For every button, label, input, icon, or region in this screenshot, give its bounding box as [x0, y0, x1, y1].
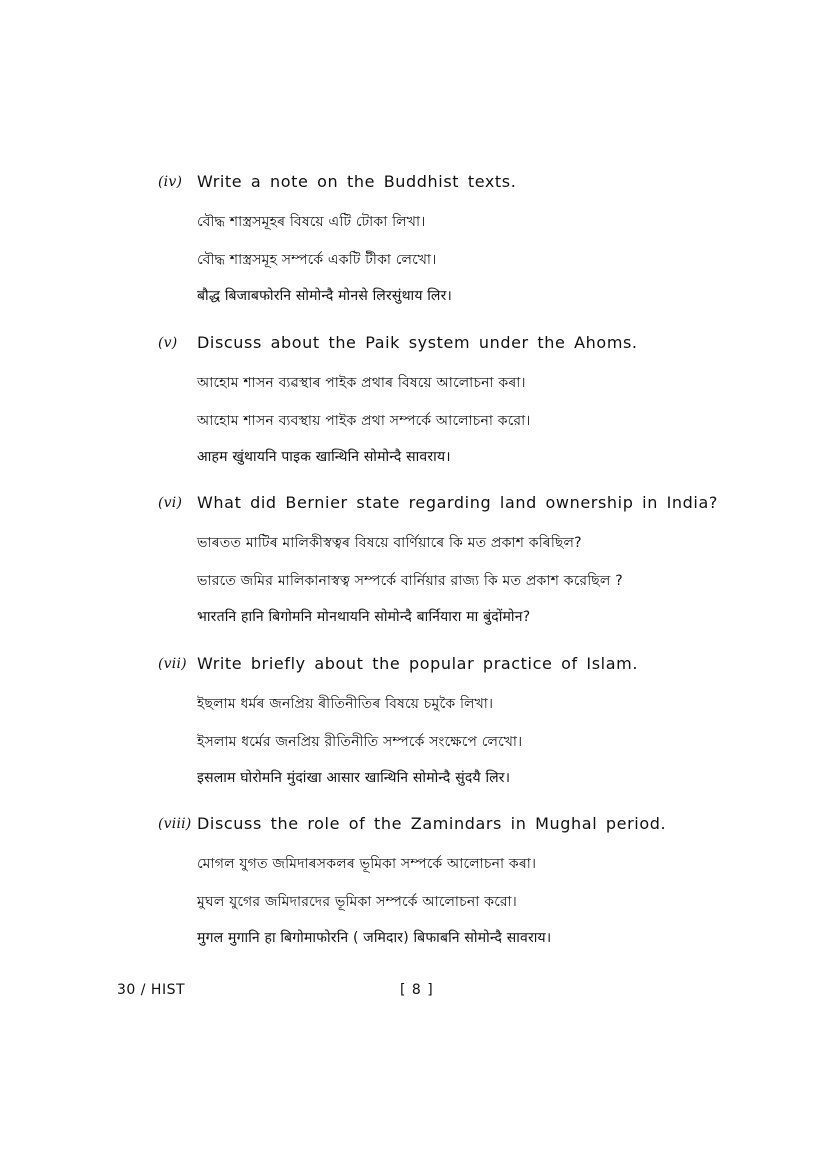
question-bengali: ইসলাম ধর্মের জনপ্রিয় রীতিনীতি সম্পর্কে সংক্ষেপে লেখো।: [197, 734, 523, 750]
question-bodo: इसलाम घोरोमनि मुंदांखा आसार खान्थिनि सोमोन्दै सुंदयै लिर।: [197, 770, 511, 786]
question-bengali: বৌদ্ধ শাস্ত্রসমূহ সম্পর্কে একটি টীকা লেখো।: [197, 252, 437, 268]
question-bengali: ভারতে জমির মালিকানাস্বত্ব সম্পর্কে বার্নিয়ার রাজ্য কি মত প্রকাশ করেছিল ?: [197, 573, 623, 589]
question-header: [158, 654, 758, 680]
question-header: [158, 172, 758, 198]
question-assamese: ইছলাম ধৰ্মৰ জনপ্ৰিয় ৰীতিনীতিৰ বিষয়ে চমুকৈ লিখা।: [197, 696, 494, 712]
question-number: (vii): [158, 656, 187, 672]
question-assamese: মোগল যুগত জমিদাৰসকলৰ ভূমিকা সম্পৰ্কে আলোচনা কৰা।: [197, 856, 537, 872]
question-number: (v): [158, 335, 178, 351]
question-english: Write briefly about the popular practice of Islam.: [197, 654, 638, 673]
question-english: Write a note on the Buddhist texts.: [197, 172, 517, 191]
question-bengali: আহোম শাসন ব্যবস্থায় পাইক প্রথা সম্পর্কে আলোচনা করো।: [197, 413, 531, 429]
question-bodo: बौद्ध बिजाबफोरनि सोमोन्दै मोनसे लिरसुंथाय लिर।: [197, 288, 453, 304]
question-number: (vi): [158, 495, 183, 511]
page-number: [ 8 ]: [400, 982, 434, 998]
question-assamese: ভাৰতত মাটিৰ মালিকীস্বত্বৰ বিষয়ে বাৰ্ণিয়াৰে কি মত প্ৰকাশ কৰিছিল?: [197, 535, 582, 551]
question-bodo: भारतनि हानि बिगोमनि मोनथायनि सोमोन्दै बार्नियारा मा बुंदोंमोन?: [197, 609, 531, 625]
question-bodo: आहम खुंथायनि पाइक खान्थिनि सोमोन्दै सावराय।: [197, 449, 451, 465]
question-english: What did Bernier state regarding land ownership in India?: [197, 493, 718, 512]
question-viii: [158, 814, 758, 946]
question-vi: [158, 493, 758, 625]
question-number: (viii): [158, 816, 192, 832]
question-vii: [158, 654, 758, 786]
question-english: Discuss the role of the Zamindars in Mughal period.: [197, 814, 667, 833]
question-english: Discuss about the Paik system under the Ahoms.: [197, 333, 638, 352]
question-header: [158, 493, 758, 519]
question-bodo: मुगल मुगानि हा बिगोमाफोरनि ( जमिदार) बिफाबनि सोमोन्दै सावराय।: [197, 930, 552, 946]
question-iv: [158, 172, 758, 304]
paper-code: 30 / HIST: [117, 982, 186, 998]
question-assamese: বৌদ্ধ শাস্ত্ৰসমূহৰ বিষয়ে এটি টোকা লিখা।: [197, 214, 426, 230]
question-v: [158, 333, 758, 465]
question-header: [158, 333, 758, 359]
question-header: [158, 814, 758, 840]
question-number: (iv): [158, 174, 183, 190]
question-bengali: মুঘল যুগের জমিদারদের ভূমিকা সম্পর্কে আলোচনা করো।: [197, 894, 517, 910]
question-assamese: আহোম শাসন ব্যৱস্থাৰ পাইক প্ৰথাৰ বিষয়ে আলোচনা কৰা।: [197, 375, 526, 391]
